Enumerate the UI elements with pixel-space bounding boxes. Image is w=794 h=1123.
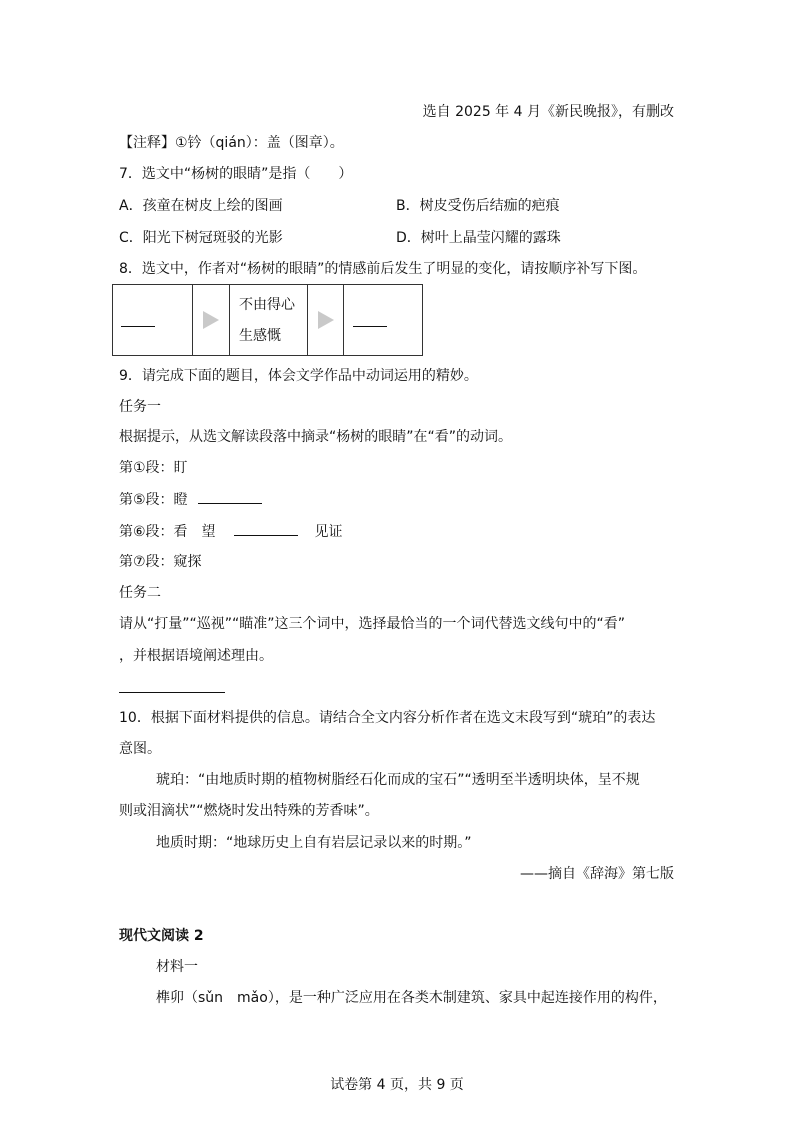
material-1-paragraph: 榫卯（sǔn mǎo），是一种广泛应用在各类木制建筑、家具中起连接作用的构件， [156, 990, 667, 1006]
arrow-right-icon [203, 311, 219, 329]
question-7-option-c: C．阳光下树冠斑驳的光影 [119, 230, 283, 246]
flow-cell-end [344, 285, 422, 355]
dictionary-citation: ——摘自《辞海》第七版 [520, 866, 674, 882]
question-10-stem-2: 意图。 [119, 741, 161, 757]
flow-cell-middle [230, 285, 308, 355]
source-citation: 选自 2025 年 4 月《新民晚报》，有删改 [422, 104, 674, 120]
answer-blank-p6[interactable] [234, 521, 298, 536]
paragraph-6-text-b: 见证 [314, 524, 343, 540]
paragraph-6-text-a: 第⑥段：看 望 [119, 524, 216, 540]
annotation-note: 【注释】①钤（qián）：盖（图章）。 [119, 135, 344, 151]
answer-blank-p5[interactable] [198, 489, 262, 504]
question-7-option-a: A．孩童在树皮上绘的图画 [119, 198, 283, 214]
flow-arrow-cell-1 [193, 285, 230, 355]
paragraph-1-verb: 第①段：盯 [119, 460, 188, 476]
paragraph-6-verbs [119, 521, 342, 542]
question-9-stem: 9．请完成下面的题目，体会文学作品中动词运用的精妙。 [119, 368, 478, 384]
answer-blank-end[interactable] [353, 326, 387, 327]
task-1-title: 任务一 [119, 399, 161, 415]
section-2-title: 现代文阅读 2 [119, 928, 204, 944]
amber-definition-1: 琥珀：“由地质时期的植物树脂经石化而成的宝石”“透明至半透明块体，呈不规 [156, 772, 640, 788]
task-2-line-2: ，并根据语境阐述理由。 [119, 648, 273, 664]
paragraph-7-verb: 第⑦段：窥探 [119, 554, 202, 570]
arrow-right-icon [318, 311, 334, 329]
question-8-stem: 8．选文中，作者对“杨树的眼睛”的情感前后发生了明显的变化，请按顺序补写下图。 [119, 261, 647, 277]
question-7-option-b: B．树皮受伤后结痂的疤痕 [396, 198, 560, 214]
emotion-flow-diagram [112, 284, 423, 356]
question-10-stem-1: 10．根据下面材料提供的信息。请结合全文内容分析作者在选文末段写到“琥珀”的表达 [119, 710, 656, 726]
task-2-line-1: 请从“打量”“巡视”“瞄准”这三个词中，选择最恰当的一个词代替选文线句中的“看” [119, 616, 626, 632]
material-1-label: 材料一 [156, 959, 198, 975]
question-7-option-d: D．树叶上晶莹闪耀的露珠 [396, 230, 561, 246]
page-footer: 试卷第 4 页，共 9 页 [330, 1077, 464, 1093]
question-7-stem: 7．选文中“杨树的眼睛”是指（ ） [119, 166, 353, 182]
task-2-title: 任务二 [119, 585, 161, 601]
task-1-description: 根据提示，从选文解读段落中摘录“杨树的眼睛”在“看”的动词。 [119, 429, 513, 445]
answer-line-task-2[interactable] [119, 692, 225, 693]
geologic-period-definition: 地质时期：“地球历史上自有岩层记录以来的时期。” [156, 835, 472, 851]
amber-definition-2: 则或泪滴状”“燃烧时发出特殊的芳香味”。 [119, 803, 379, 819]
answer-blank-start[interactable] [121, 326, 155, 327]
paragraph-5-text: 第⑤段：瞪 [119, 492, 188, 508]
paragraph-5-verb [119, 489, 262, 510]
flow-middle-text-2: 生感慨 [239, 328, 281, 344]
flow-cell-start [113, 285, 193, 355]
flow-middle-text-1: 不由得心 [239, 297, 295, 313]
flow-arrow-cell-2 [308, 285, 344, 355]
